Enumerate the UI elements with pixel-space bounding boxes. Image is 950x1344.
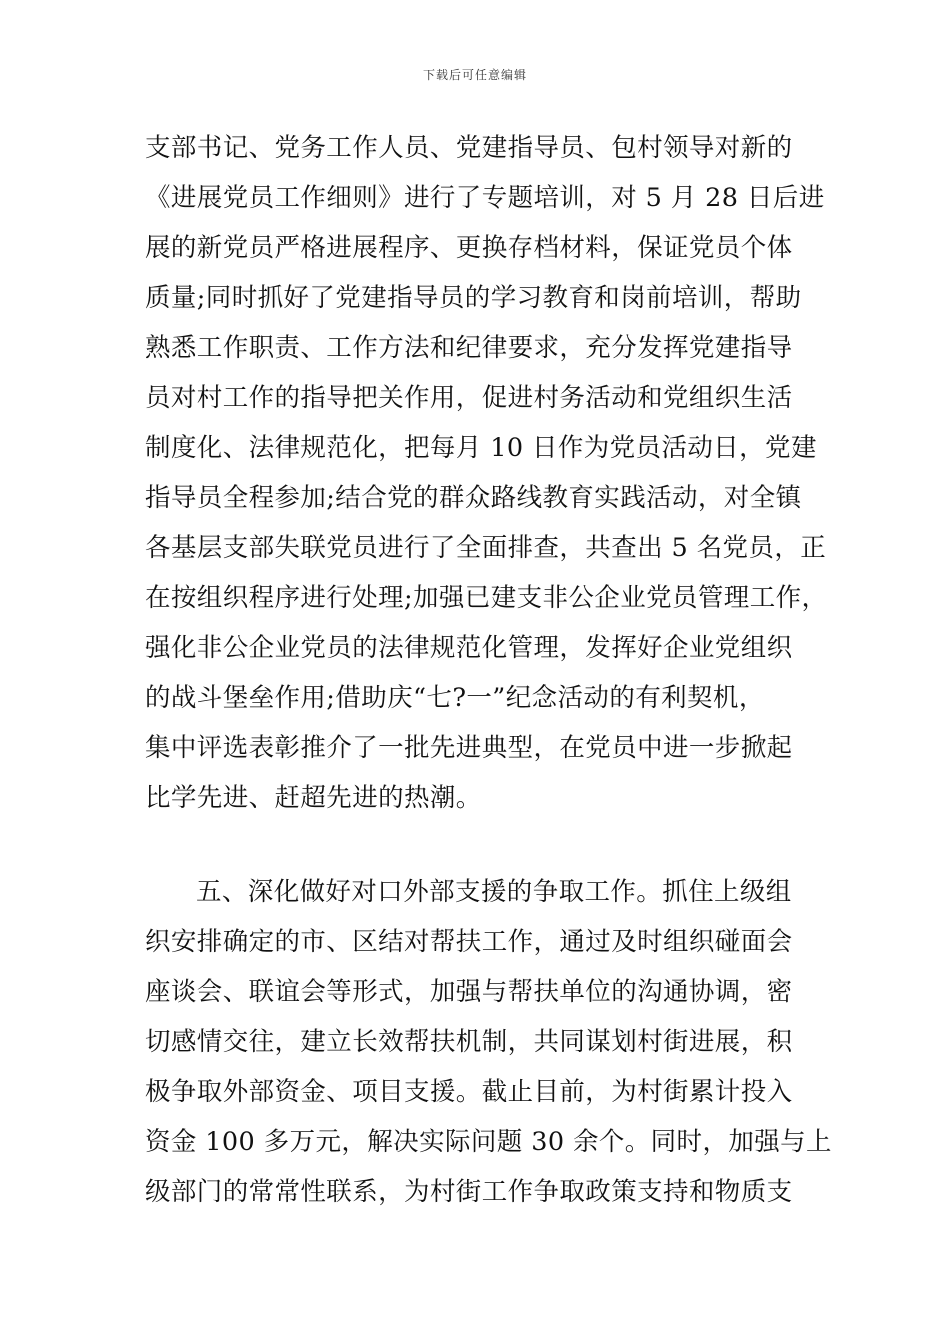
text-line: 切感情交往，建立长效帮扶机制，共同谋划村街进展，积: [145, 1027, 793, 1057]
text-line: 比学先进、赶超先进的热潮。: [145, 783, 482, 813]
text-line: 员对村工作的指导把关作用，促进村务活动和党组织生活: [145, 383, 793, 413]
text-line: 级部门的常常性联系，为村街工作争取政策支持和物质支: [145, 1177, 793, 1207]
text-line: 强化非公企业党员的法律规范化管理，发挥好企业党组织: [145, 633, 793, 663]
paragraph-2: [145, 867, 832, 1217]
text-line: 座谈会、联谊会等形式，加强与帮扶单位的沟通协调，密: [145, 977, 793, 1007]
text-line: 在按组织程序进行处理;加强已建支非公企业党员管理工作，: [145, 583, 828, 613]
paragraph-1: [145, 123, 828, 823]
text-line: 制度化、法律规范化，把每月 10 日作为党员活动日，党建: [145, 433, 817, 463]
text-line: 熟悉工作职责、工作方法和纪律要求，充分发挥党建指导: [145, 333, 793, 363]
text-line: 资金 100 多万元，解决实际问题 30 余个。同时，加强与上: [145, 1127, 832, 1157]
text-line: 各基层支部失联党员进行了全面排查，共查出 5 名党员，正: [145, 533, 827, 563]
text-line: 的战斗堡垒作用;借助庆“七?一”纪念活动的有利契机，: [145, 683, 765, 713]
text-line: 支部书记、党务工作人员、党建指导员、包村领导对新的: [145, 133, 793, 163]
text-line: 指导员全程参加;结合党的群众路线教育实践活动，对全镇: [145, 483, 802, 513]
page-header-note: 下载后可任意编辑: [422, 68, 527, 82]
text-line: 极争取外部资金、项目支援。截止目前，为村街累计投入: [145, 1077, 793, 1107]
text-line: 织安排确定的市、区结对帮扶工作，通过及时组织碰面会: [145, 927, 793, 957]
text-line: 质量;同时抓好了党建指导员的学习教育和岗前培训，帮助: [145, 283, 802, 313]
text-line-first: 五、深化做好对口外部支援的争取工作。抓住上级组: [196, 877, 792, 907]
text-line: 展的新党员严格进展程序、更换存档材料，保证党员个体: [145, 233, 793, 263]
text-line: 集中评选表彰推介了一批先进典型，在党员中进一步掀起: [145, 733, 793, 763]
text-line: 《进展党员工作细则》进行了专题培训，对 5 月 28 日后进: [145, 183, 825, 213]
